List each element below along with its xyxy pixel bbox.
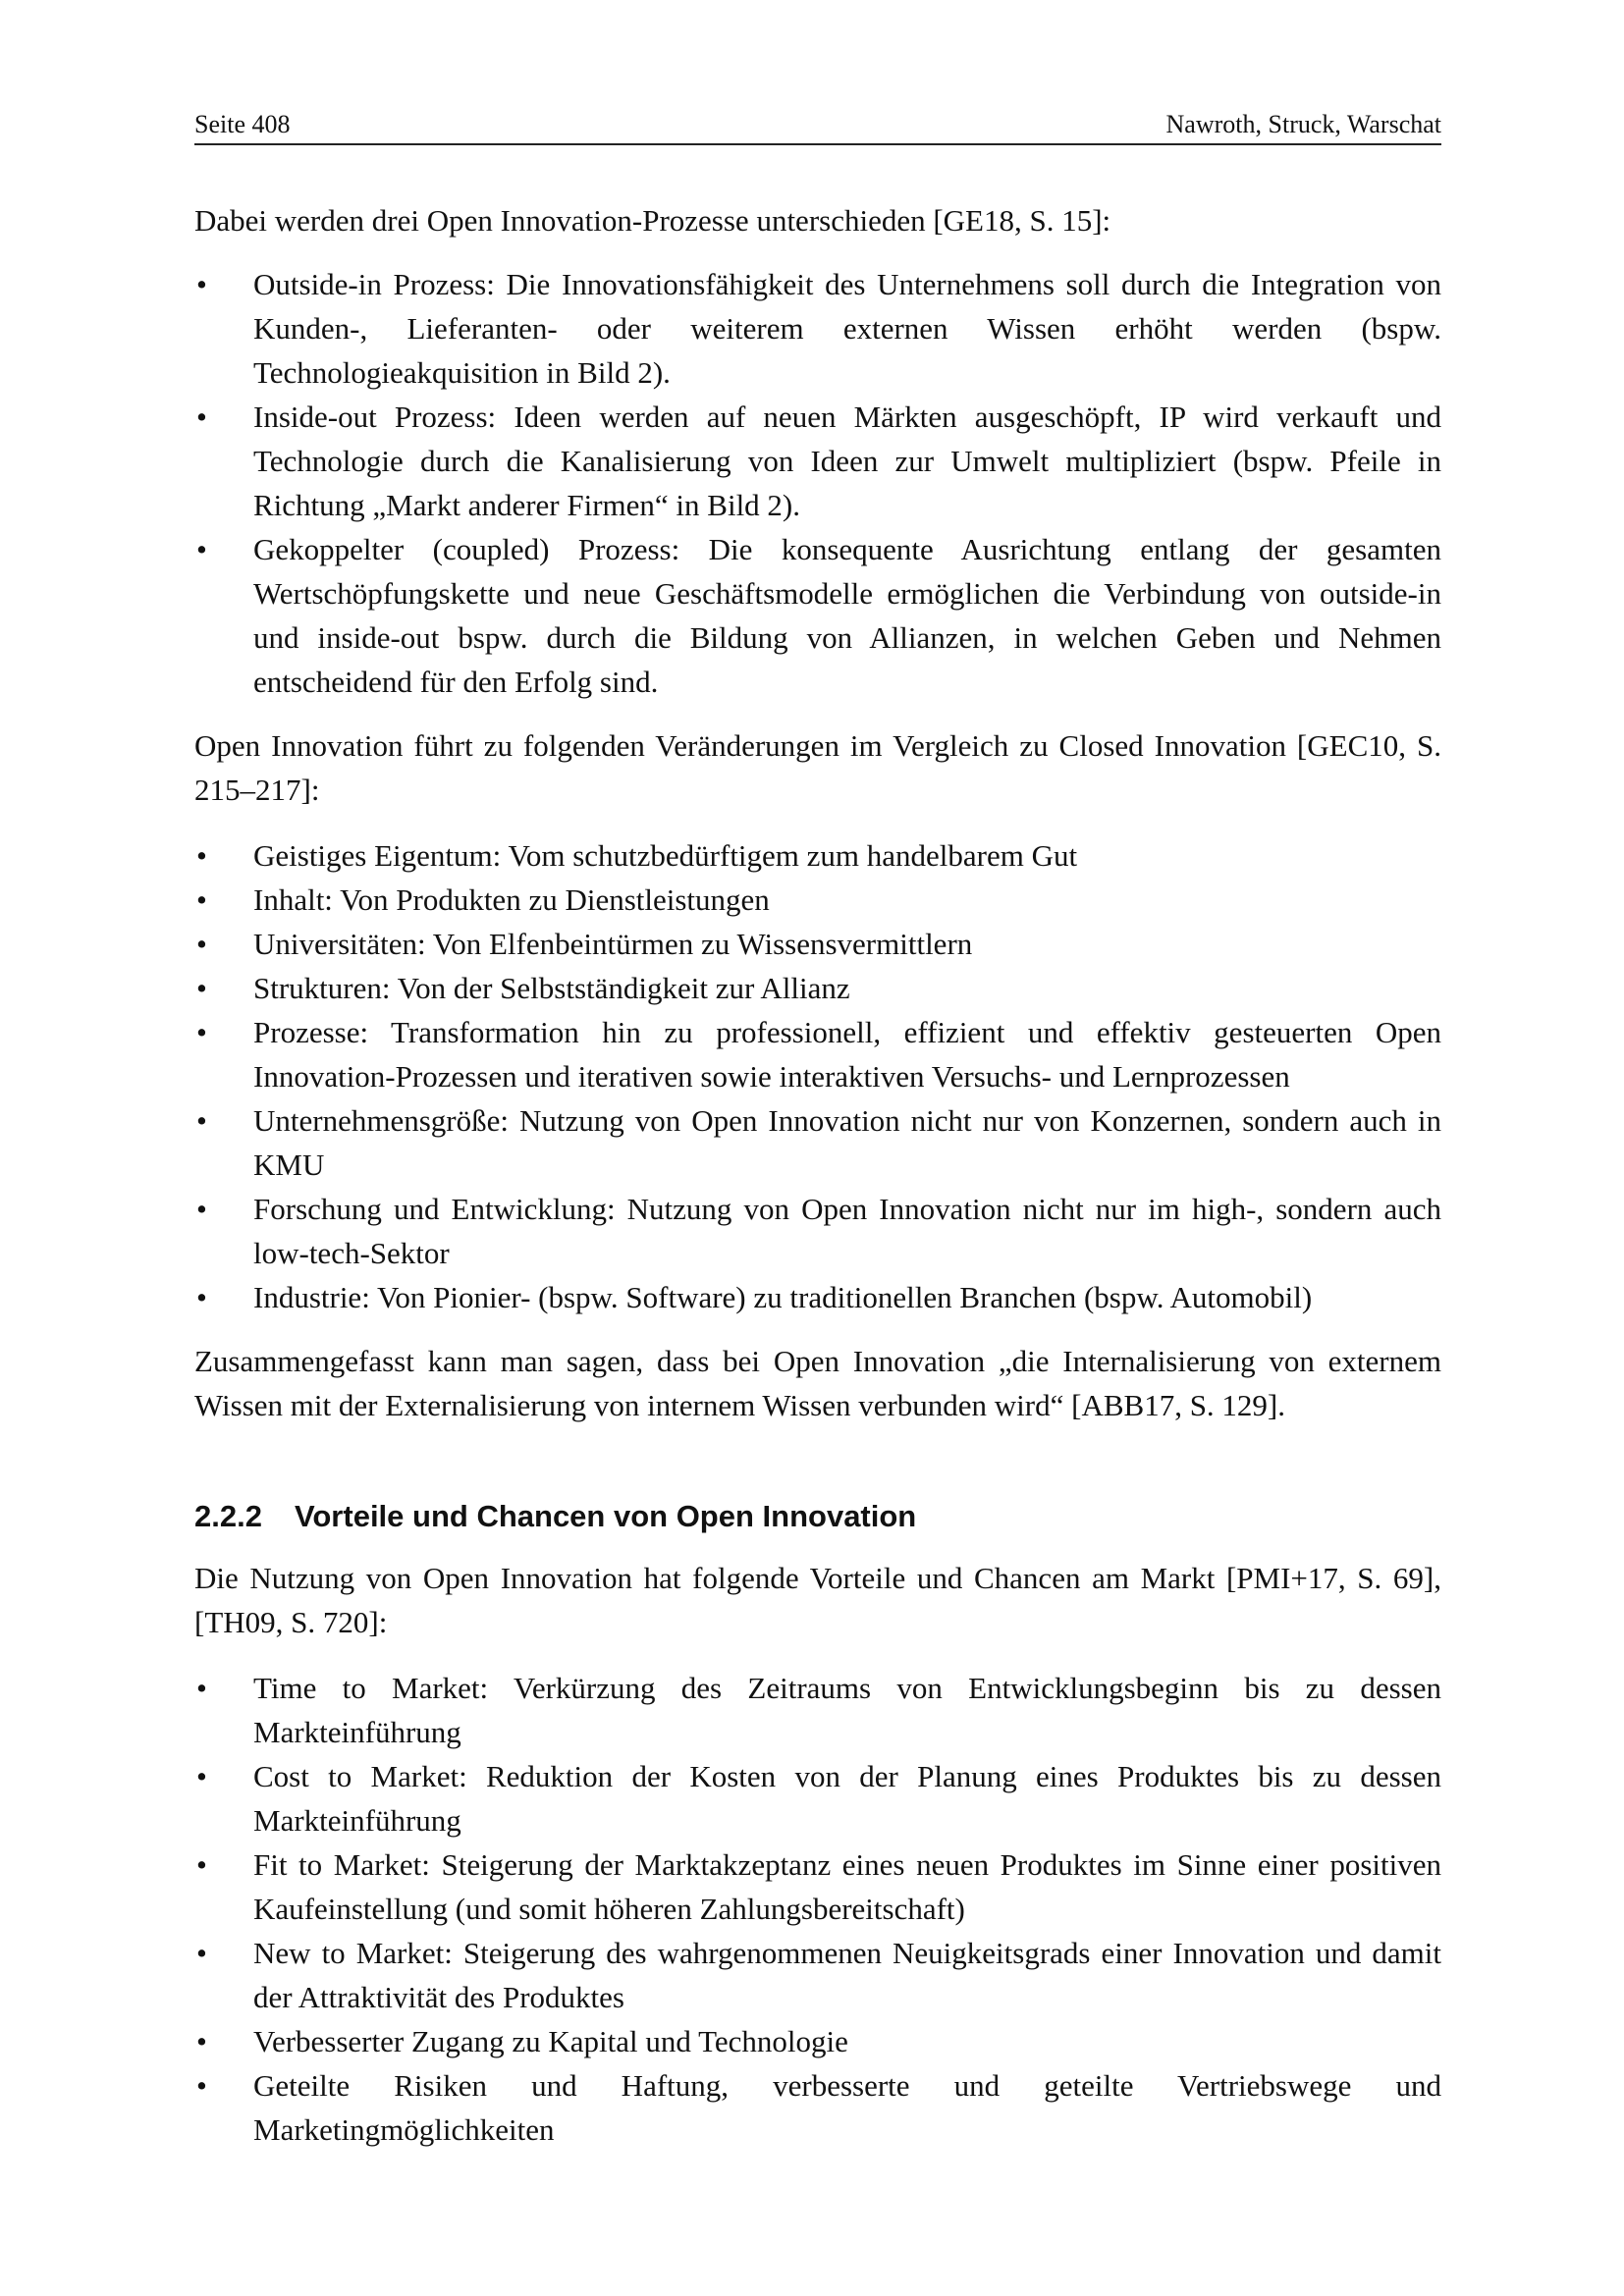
body-text	[194, 198, 1441, 2152]
changes-list	[194, 833, 1441, 1319]
list-item-text: Unternehmensgröße: Nutzung von Open Innovation nicht nur von Konzernen, sondern auch in KMU	[253, 1103, 1441, 1182]
list-item	[194, 1187, 1441, 1275]
bullet-icon: •	[196, 1759, 207, 1793]
list-item	[194, 1842, 1441, 1931]
list-item	[194, 527, 1441, 704]
bullet-icon: •	[196, 1103, 207, 1138]
bullet-icon: •	[196, 1015, 207, 1049]
list-item	[194, 2063, 1441, 2152]
bullet-icon: •	[196, 1671, 207, 1705]
bullet-icon: •	[196, 882, 207, 917]
list-item-text: Prozesse: Transformation hin zu professionell, effizient und effektiv gesteuerten Open Innovation-Prozessen und iterativen sowie interaktiven Versuchs- und Lernprozessen	[253, 1015, 1441, 1094]
bullet-icon: •	[196, 1280, 207, 1314]
running-header	[194, 106, 1441, 145]
list-item-text: Time to Market: Verkürzung des Zeitraums von Entwicklungsbeginn bis zu dessen Markteinführung	[253, 1671, 1441, 1749]
bullet-icon: •	[196, 532, 207, 566]
list-item	[194, 395, 1441, 527]
list-item	[194, 1010, 1441, 1098]
bullet-icon: •	[196, 1936, 207, 1970]
bullet-icon: •	[196, 1192, 207, 1226]
list-item-text: Geistiges Eigentum: Vom schutzbedürftigem zum handelbarem Gut	[253, 838, 1078, 873]
list-item	[194, 878, 1441, 922]
list-item-text: Strukturen: Von der Selbstständigkeit zur Allianz	[253, 971, 850, 1005]
list-item-text: Inhalt: Von Produkten zu Dienstleistungen	[253, 882, 770, 917]
paragraph-advantages-intro: Die Nutzung von Open Innovation hat folgende Vorteile und Chancen am Markt [PMI+17, S. 69], [TH09, S. 720]:	[194, 1561, 1441, 1639]
process-list	[194, 262, 1441, 704]
list-item	[194, 1754, 1441, 1842]
list-item-text: Industrie: Von Pionier- (bspw. Software) zu traditionellen Branchen (bspw. Automobil)	[253, 1280, 1313, 1314]
list-item-text: Forschung und Entwicklung: Nutzung von Open Innovation nicht nur im high-, sondern auch low-tech-Sektor	[253, 1192, 1441, 1270]
list-item	[194, 1275, 1441, 1319]
list-item-text: Inside-out Prozess: Ideen werden auf neuen Märkten ausgeschöpft, IP wird verkauft und Technologie durch die Kanalisierung von Ideen zur Umwelt multipliziert (bspw. Pfeile in Richtung „Markt anderer Firmen“ in Bild 2).	[253, 400, 1441, 522]
section-number: 2.2.2	[194, 1499, 262, 1533]
section-title: Vorteile und Chancen von Open Innovation	[295, 1499, 917, 1533]
list-item	[194, 966, 1441, 1010]
header-authors: Nawroth, Struck, Warschat	[1165, 110, 1441, 138]
bullet-icon: •	[196, 1847, 207, 1882]
paragraph-summary: Zusammengefasst kann man sagen, dass bei Open Innovation „die Internalisierung von externem Wissen mit der Externalisierung von internem Wissen verbunden wird“ [ABB17, S. 129].	[194, 1344, 1441, 1422]
bullet-icon: •	[196, 2024, 207, 2058]
bullet-icon: •	[196, 927, 207, 961]
list-item	[194, 2019, 1441, 2063]
list-item	[194, 1098, 1441, 1187]
list-item	[194, 922, 1441, 966]
paragraph-intro-processes: Dabei werden drei Open Innovation-Prozesse unterschieden [GE18, S. 15]:	[194, 203, 1111, 238]
advantages-list	[194, 1666, 1441, 2152]
list-item-text: Verbesserter Zugang zu Kapital und Technologie	[253, 2024, 848, 2058]
list-item-text: Geteilte Risiken und Haftung, verbesserte und geteilte Vertriebswege und Marketingmöglichkeiten	[253, 2068, 1441, 2147]
list-item	[194, 262, 1441, 395]
bullet-icon: •	[196, 400, 207, 434]
list-item-text: Outside-in Prozess: Die Innovationsfähigkeit des Unternehmens soll durch die Integration von Kunden-, Lieferanten- oder weiterem externen Wissen erhöht werden (bspw. Technologieakquisition in Bild 2).	[253, 267, 1441, 390]
list-item	[194, 1666, 1441, 1754]
bullet-icon: •	[196, 838, 207, 873]
bullet-icon: •	[196, 2068, 207, 2103]
bullet-icon: •	[196, 267, 207, 301]
bullet-icon: •	[196, 971, 207, 1005]
list-item	[194, 833, 1441, 878]
list-item-text: New to Market: Steigerung des wahrgenommenen Neuigkeitsgrads einer Innovation und damit der Attraktivität des Produktes	[253, 1936, 1441, 2014]
page-number: Seite 408	[194, 110, 291, 138]
section-heading	[194, 1494, 1441, 1538]
list-item-text: Cost to Market: Reduktion der Kosten von der Planung eines Produktes bis zu dessen Markteinführung	[253, 1759, 1441, 1838]
list-item-text: Fit to Market: Steigerung der Marktakzeptanz eines neuen Produktes im Sinne einer positiven Kaufeinstellung (und somit höheren Zahlungsbereitschaft)	[253, 1847, 1441, 1926]
list-item-text: Universitäten: Von Elfenbeintürmen zu Wissensvermittlern	[253, 927, 973, 961]
list-item-text: Gekoppelter (coupled) Prozess: Die konsequente Ausrichtung entlang der gesamten Wertschöpfungskette und neue Geschäftsmodelle ermöglichen die Verbindung von outside-in und inside-out bspw. durch die Bildung von Allianzen, in welchen Geben und Nehmen entscheidend für den Erfolg sind.	[253, 532, 1441, 699]
paragraph-changes-intro: Open Innovation führt zu folgenden Veränderungen im Vergleich zu Closed Innovation [GEC10, S. 215–217]:	[194, 728, 1441, 807]
list-item	[194, 1931, 1441, 2019]
